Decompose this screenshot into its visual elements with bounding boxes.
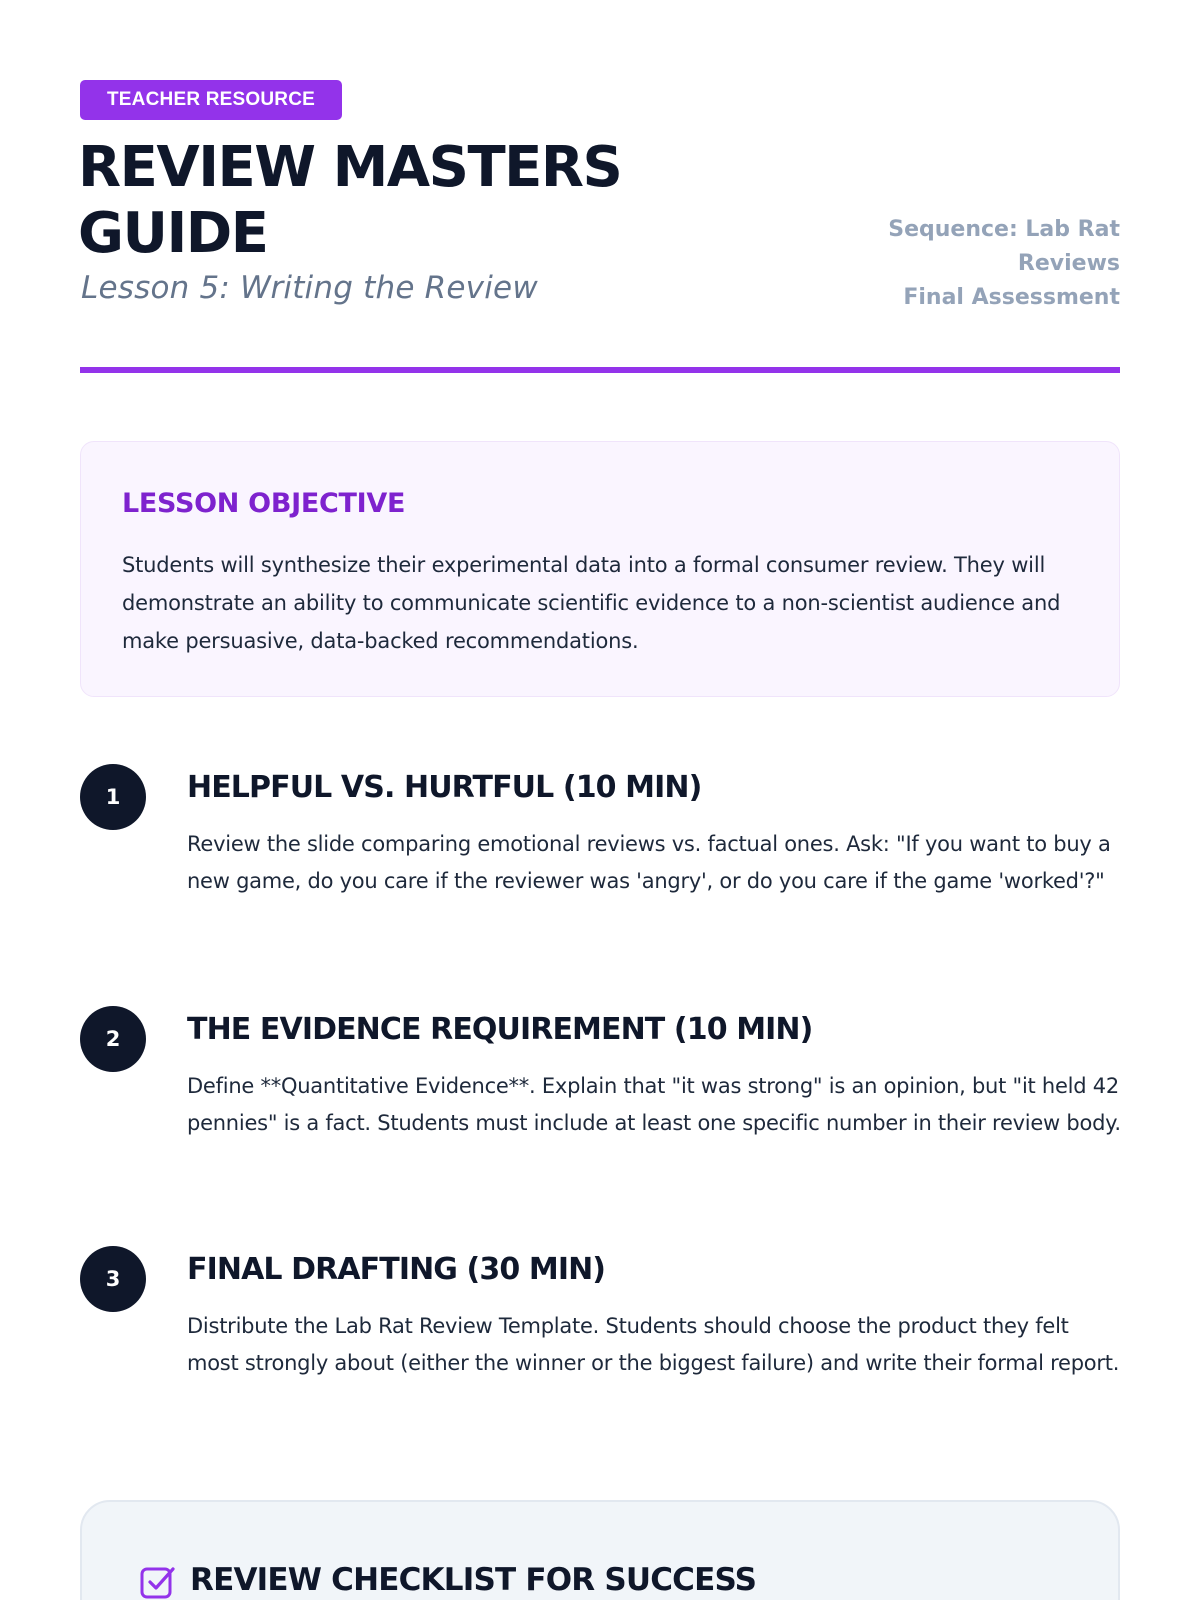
lesson-subtitle: Lesson 5: Writing the Review xyxy=(81,270,538,306)
step-item xyxy=(80,764,1120,964)
step-title: THE EVIDENCE REQUIREMENT (10 MIN) xyxy=(187,1012,813,1047)
checkbox-icon xyxy=(139,1564,177,1600)
page-title xyxy=(78,135,718,267)
step-description: Define **Quantitative Evidence**. Explain that "it was strong" is an opinion, but "it held 42 pennies" is a fact. Students must include at least one specific number in their review body. xyxy=(187,1074,1121,1135)
objective-title: LESSON OBJECTIVE xyxy=(122,488,406,519)
step-item xyxy=(80,1006,1120,1206)
meta-sequence-line-1: Sequence: Lab Rat xyxy=(888,217,1120,242)
sequence-meta xyxy=(880,213,1120,315)
teacher-guide-page xyxy=(80,0,1120,1600)
checklist-title: REVIEW CHECKLIST FOR SUCCESS xyxy=(190,1562,757,1598)
step-title: FINAL DRAFTING (30 MIN) xyxy=(187,1252,606,1287)
step-description: Distribute the Lab Rat Review Template. Students should choose the product they felt most strongly about (either the winner or the biggest failure) and write their formal report. xyxy=(187,1314,1120,1375)
page-title-line-1: REVIEW MASTERS xyxy=(78,135,622,200)
step-title: HELPFUL VS. HURTFUL (10 MIN) xyxy=(187,770,702,805)
step-number-badge: 1 xyxy=(80,764,146,830)
meta-assessment: Final Assessment xyxy=(903,285,1120,310)
step-item xyxy=(80,1246,1120,1446)
page-title-line-2: GUIDE xyxy=(78,201,268,266)
objective-text: Students will synthesize their experimental data into a formal consumer review. They will demonstrate an ability to communicate scientific evidence to a non-scientist audience and make persuasive, data-backed recommendations. xyxy=(122,553,1061,653)
meta-sequence-line-2: Reviews xyxy=(1017,251,1120,276)
header xyxy=(80,80,1120,372)
step-number-badge: 3 xyxy=(80,1246,146,1312)
header-divider xyxy=(80,367,1120,373)
step-description: Review the slide comparing emotional reviews vs. factual ones. Ask: "If you want to buy a new game, do you care if the reviewer was 'angry', or do you care if the game 'worked'?" xyxy=(187,832,1111,893)
review-checklist-card xyxy=(80,1500,1120,1600)
resource-tag: TEACHER RESOURCE xyxy=(80,80,342,120)
lesson-objective-card xyxy=(80,441,1120,697)
step-number-badge: 2 xyxy=(80,1006,146,1072)
